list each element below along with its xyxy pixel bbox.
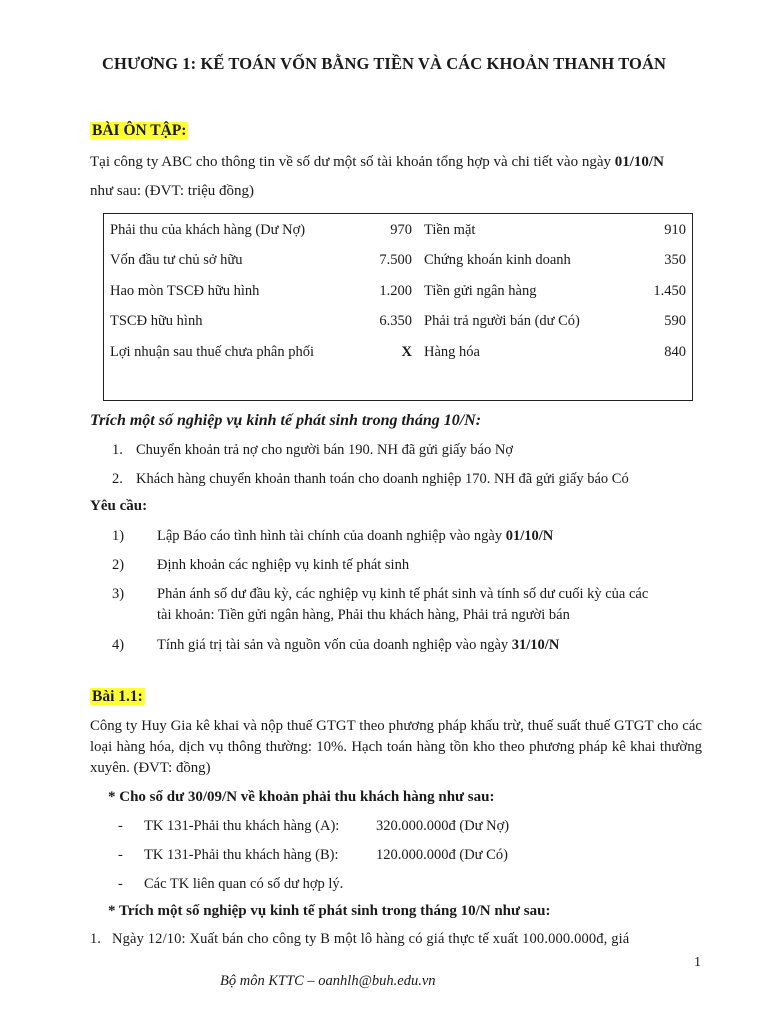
right-account-label: Tiền gửi ngân hàng bbox=[424, 282, 537, 299]
transactions-heading: Trích một số nghiệp vụ kinh tế phát sinh trong tháng 10/N: bbox=[90, 412, 482, 429]
left-account-label: TSCĐ hữu hình bbox=[110, 313, 203, 330]
exercise-transaction-item bbox=[90, 931, 702, 948]
review-intro-line1: Tại công ty ABC cho thông tin về số dư một số tài khoản tổng hợp và chi tiết vào ngày 01/10/N bbox=[90, 154, 664, 170]
review-intro-date: 01/10/N bbox=[614, 154, 664, 170]
transaction-list bbox=[112, 440, 629, 498]
requirement-text: Định khoản các nghiệp vụ kinh tế phát sinh bbox=[157, 557, 410, 573]
right-account-label: Hàng hóa bbox=[424, 343, 480, 360]
requirement-date: 01/10/N bbox=[505, 528, 554, 544]
left-account-value: 7.500 bbox=[379, 252, 412, 269]
exercise-heading-label: Bài 1.1: bbox=[92, 688, 143, 705]
balance-table-row bbox=[104, 337, 692, 368]
right-account-value: 350 bbox=[664, 252, 686, 269]
transaction-number: 1. bbox=[112, 442, 123, 458]
review-heading bbox=[90, 122, 188, 140]
exercise-heading bbox=[90, 688, 145, 706]
balance-label: TK 131-Phải thu khách hàng (A): bbox=[144, 818, 340, 834]
requirement-number: 4) bbox=[112, 637, 125, 653]
right-account-label: Tiền mặt bbox=[424, 221, 476, 238]
left-account-value: 970 bbox=[390, 221, 412, 238]
balance-value: 320.000.000đ (Dư Nợ) bbox=[376, 818, 510, 834]
requirements-heading: Yêu cầu: bbox=[90, 498, 148, 514]
page-number: 1 bbox=[694, 955, 701, 970]
left-account-value: X bbox=[401, 343, 412, 360]
right-account-value: 590 bbox=[664, 313, 686, 330]
balance-table-row bbox=[104, 246, 692, 277]
transaction-text: Chuyển khoản trả nợ cho người bán 190. NH đã gửi giấy báo Nợ bbox=[136, 442, 513, 458]
left-account-label: Lợi nhuận sau thuế chưa phân phối bbox=[110, 343, 314, 360]
balance-table-box bbox=[103, 213, 693, 401]
dash-marker: - bbox=[118, 847, 123, 863]
requirement-text: Tính giá trị tài sản và nguồn vốn của doanh nghiệp vào ngày 31/10/N bbox=[157, 637, 560, 653]
dash-marker: - bbox=[118, 818, 123, 834]
requirement-number: 2) bbox=[112, 557, 125, 573]
right-account-label: Phải trả người bán (dư Có) bbox=[424, 313, 580, 330]
left-account-value: 1.200 bbox=[379, 282, 412, 299]
requirement-number: 1) bbox=[112, 528, 125, 544]
review-intro-line2: như sau: (ĐVT: triệu đồng) bbox=[90, 183, 255, 199]
transaction-text: Ngày 12/10: Xuất bán cho công ty B một lô hàng có giá thực tế xuất 100.000.000đ, giá bbox=[112, 931, 630, 947]
transaction-number: 2. bbox=[112, 471, 123, 487]
right-account-value: 840 bbox=[664, 343, 686, 360]
requirement-text: Phản ánh số dư đầu kỳ, các nghiệp vụ kinh tế phát sinh và tính số dư cuối kỳ của các tài khoản: Tiền gửi ngân hàng, Phải thu khách hàng, Phải trả người bán bbox=[157, 586, 649, 623]
balance-value: 120.000.000đ (Dư Có) bbox=[376, 847, 508, 863]
right-account-label: Chứng khoán kinh doanh bbox=[424, 252, 571, 269]
balance-table bbox=[104, 215, 692, 368]
transaction-item bbox=[112, 469, 629, 498]
transaction-text: Khách hàng chuyển khoản thanh toán cho doanh nghiệp 170. NH đã gửi giấy báo Có bbox=[136, 471, 629, 487]
balance-item bbox=[118, 874, 678, 903]
balance-heading: * Cho số dư 30/09/N về khoản phải thu khách hàng như sau: bbox=[108, 789, 495, 805]
requirement-text: Lập Báo cáo tình hình tài chính của doanh nghiệp vào ngày 01/10/N bbox=[157, 528, 554, 544]
balance-table-row bbox=[104, 215, 692, 246]
dash-marker: - bbox=[118, 876, 123, 892]
transaction-item bbox=[112, 440, 629, 469]
transaction-number: 1. bbox=[90, 931, 101, 947]
left-account-value: 6.350 bbox=[379, 313, 412, 330]
right-account-value: 1.450 bbox=[653, 282, 686, 299]
requirement-date: 31/10/N bbox=[511, 637, 560, 653]
balance-label: Các TK liên quan có số dư hợp lý. bbox=[144, 876, 344, 892]
review-heading-label: BÀI ÔN TẬP: bbox=[92, 122, 187, 139]
right-account-value: 910 bbox=[664, 221, 686, 238]
balance-item bbox=[118, 816, 678, 845]
left-account-label: Vốn đầu tư chủ sở hữu bbox=[110, 252, 243, 269]
balance-table-row bbox=[104, 276, 692, 307]
balance-list bbox=[118, 816, 678, 903]
footer-department: Bộ môn KTTC – oanhlh@buh.edu.vn bbox=[220, 973, 436, 989]
balance-item bbox=[118, 845, 678, 874]
review-intro bbox=[90, 148, 710, 206]
exercise-intro: Công ty Huy Gia kê khai và nộp thuế GTGT theo phương pháp khấu trừ, thuế suất thuế GTGT cho các loại hàng hóa, dịch vụ thông thường: 10%. Hạch toán hàng tồn kho theo phương pháp kê khai thường xuyên. (ĐVT: đồng) bbox=[90, 718, 702, 776]
left-account-label: Phải thu của khách hàng (Dư Nợ) bbox=[110, 221, 306, 238]
exercise-transactions-heading: * Trích một số nghiệp vụ kinh tế phát sinh trong tháng 10/N như sau: bbox=[108, 903, 551, 919]
balance-table-row bbox=[104, 307, 692, 338]
left-account-label: Hao mòn TSCĐ hữu hình bbox=[110, 282, 260, 299]
page-title: CHƯƠNG 1: KẾ TOÁN VỐN BẰNG TIỀN VÀ CÁC KHOẢN THANH TOÁN bbox=[102, 54, 666, 73]
balance-label: TK 131-Phải thu khách hàng (B): bbox=[144, 847, 339, 863]
requirement-number: 3) bbox=[112, 586, 125, 602]
